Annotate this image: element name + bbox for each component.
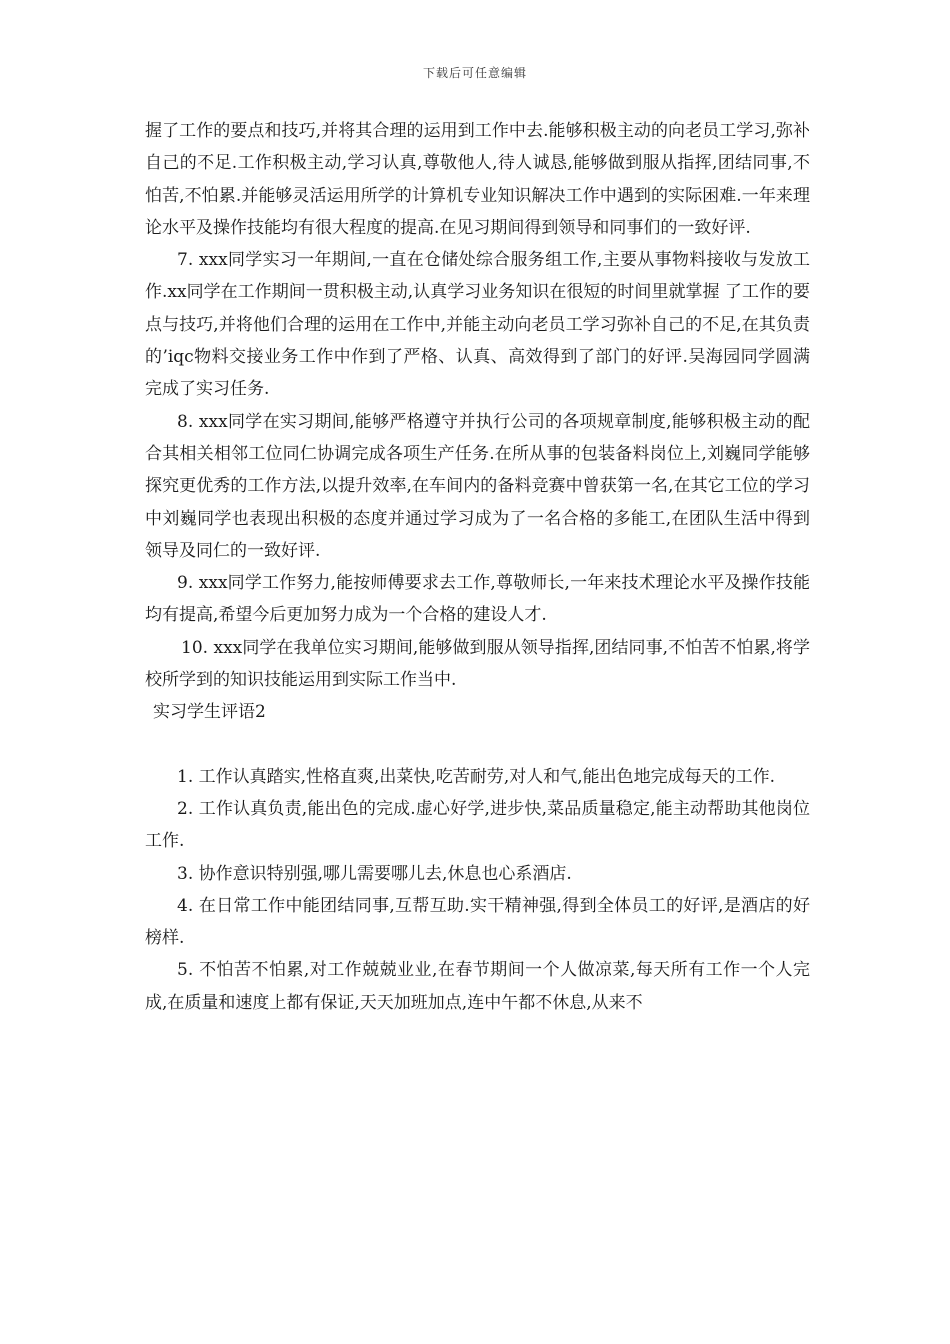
paragraph-continuation: 握了工作的要点和技巧,并将其合理的运用到工作中去.能够积极主动的向老员工学习,弥补自己的不足.工作积极主动,学习认真,尊敬他人,待人诚恳,能够做到服从指挥,团结同事,不怕苦,不怕累.并能够灵活运用所学的计算机专业知识解决工作中遇到的实际困难.一年来理论水平及操作技能均有很大程度的提高.在见习期间得到领导和同事们的一致好评. xyxy=(145,121,810,238)
list-item-9: 9. xxx同学工作努力,能按师傅要求去工作,尊敬师长,一年来技术理论水平及操作技能均有提高,希望今后更加努力成为一个合格的建设人才. xyxy=(145,573,810,626)
list-item-5: 5. 不怕苦不怕累,对工作兢兢业业,在春节期间一个人做凉菜,每天所有工作一个人完成,在质量和速度上都有保证,天天加班加点,连中午都不休息,从来不 xyxy=(145,960,810,1013)
list-item-7: 7. xxx同学实习一年期间,一直在仓储处综合服务组工作,主要从事物料接收与发放工作.xx同学在工作期间一贯积极主动,认真学习业务知识在很短的时间里就掌握 了工作的要点与技巧,并将他们合理的运用在工作中,并能主动向老员工学习弥补自己的不足,在其负责的’iqc物料交接业务工作中作到了严格、认真、高效得到了部门的好评.吴海园同学圆满完成了实习任务. xyxy=(145,250,810,400)
list-item-1: 1. 工作认真踏实,性格直爽,出菜快,吃苦耐劳,对人和气,能出色地完成每天的工作. xyxy=(177,766,776,787)
list-item-8: 8. xxx同学在实习期间,能够严格遵守并执行公司的各项规章制度,能够积极主动的配合其相关相邻工位同仁协调完成各项生产任务.在所从事的包装备料岗位上,刘巍同学能够探究更优秀的工作方法,以提升效率,在车间内的备料竞赛中曾获第一名,在其它工位的学习中刘巍同学也表现出积极的态度并通过学习成为了一名合格的多能工,在团队生活中得到领导及同仁的一致好评. xyxy=(145,411,810,561)
list-item-10: 10. xxx同学在我单位实习期间,能够做到服从领导指挥,团结同事,不怕苦不怕累,将学校所学到的知识技能运用到实际工作当中. xyxy=(145,637,810,691)
document-body xyxy=(145,115,810,1019)
page-header: 下载后可任意编辑 xyxy=(422,66,527,80)
list-item-2: 2. 工作认真负责,能出色的完成.虚心好学,进步快,菜品质量稳定,能主动帮助其他岗位工作. xyxy=(145,798,810,852)
section-heading: 实习学生评语2 xyxy=(153,702,266,723)
list-item-4: 4. 在日常工作中能团结同事,互帮互助.实干精神强,得到全体员工的好评,是酒店的好榜样. xyxy=(145,895,810,949)
list-item-3: 3. 协作意识特别强,哪儿需要哪儿去,休息也心系酒店. xyxy=(177,863,572,884)
